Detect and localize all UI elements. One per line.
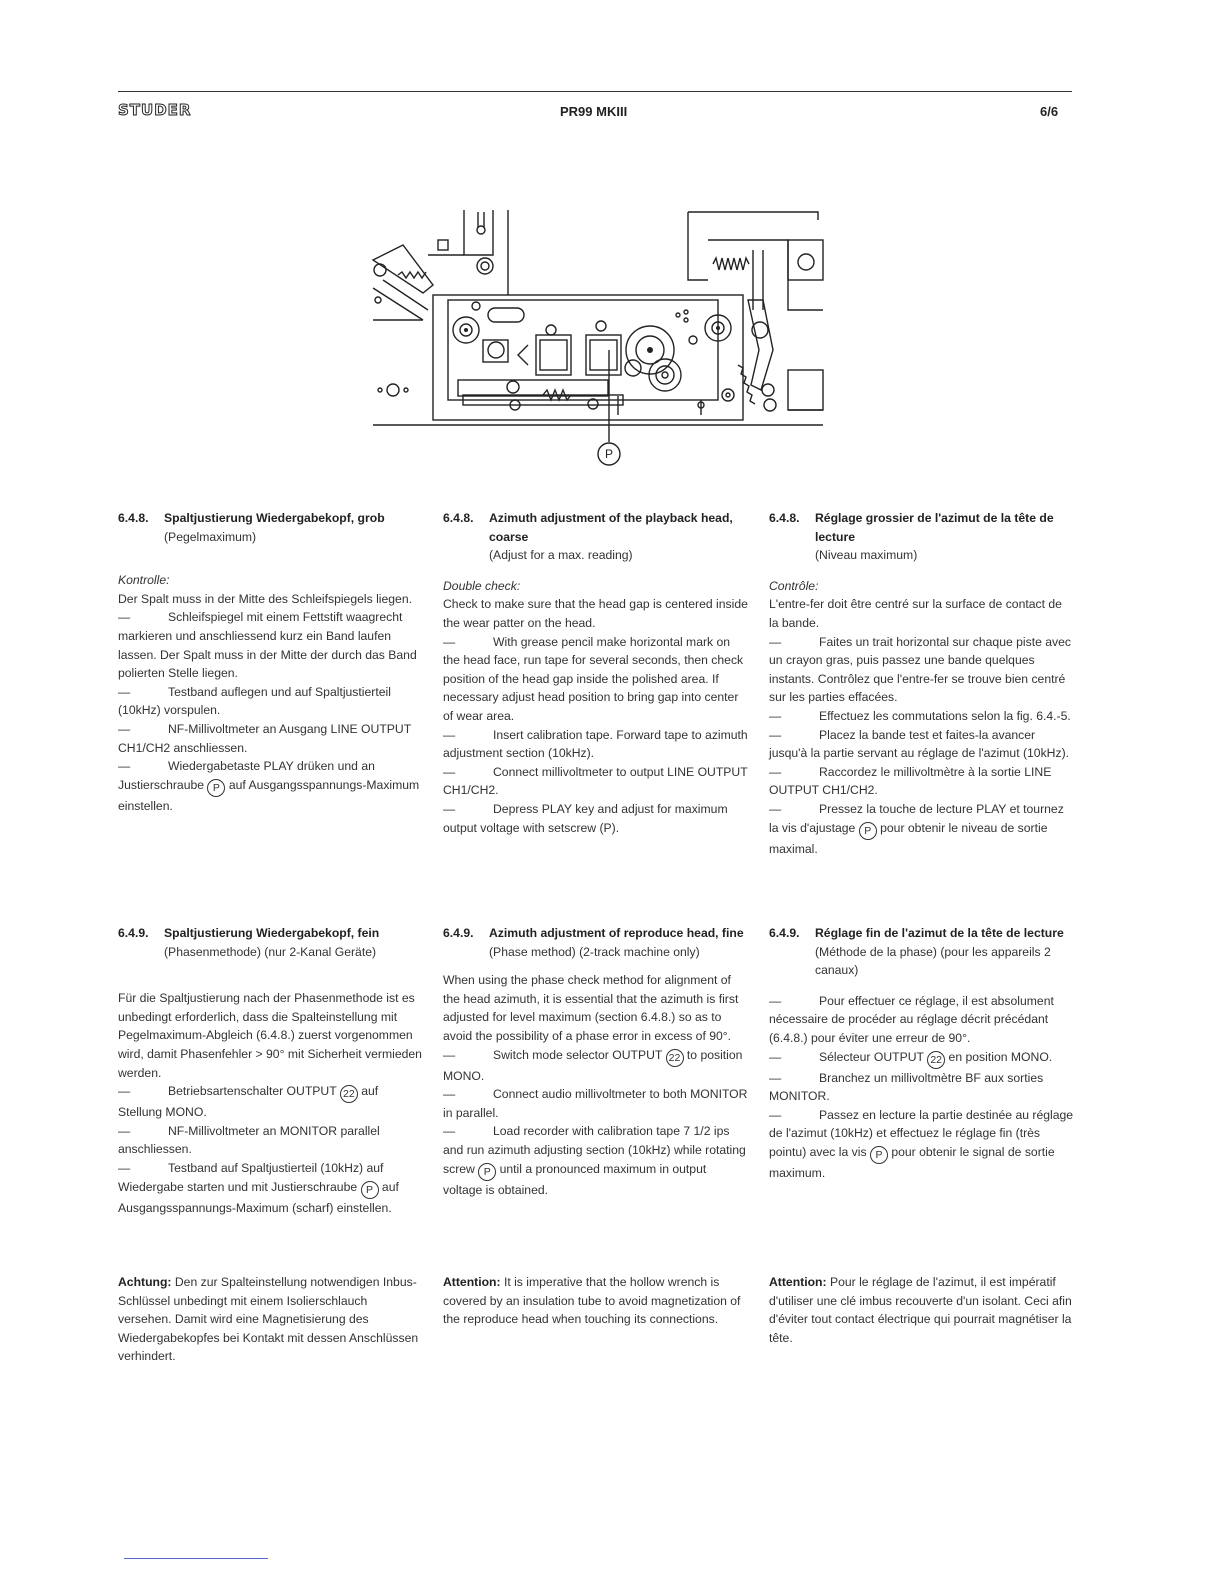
section-subtitle: (Niveau maximum) (815, 548, 918, 563)
section-number: 6.4.8. (118, 511, 149, 525)
screw-p-symbol: P (478, 1163, 496, 1181)
list-item: — Passez en lecture la partie destinée au réglage de l'azimut (10kHz) et effectuez le réglage fin (très pointu) avec la vis P pour obtenir le signal de sortie maximum. (769, 1107, 1074, 1180)
callout-label: P (604, 447, 614, 461)
section-number: 6.4.8. (769, 511, 800, 525)
section-subtitle: (Phase method) (2-track machine only) (489, 944, 700, 959)
list-item: — Raccordez le millivoltmètre à la sortie LINE OUTPUT CH1/CH2. (769, 764, 1052, 798)
check-text: Check to make sure that the head gap is centered inside the wear patter on the head. (443, 597, 748, 630)
list-item: — Pour effectuer ce réglage, il est absolument nécessaire de procéder au réglage décrit précédant (6.4.8.) pour éviter une erreur de 90°. (769, 993, 1054, 1045)
section-number: 6.4.8. (443, 511, 474, 525)
german-column-2 (118, 924, 423, 1217)
section-title: Azimuth adjustment of the playback head, coarse (489, 511, 733, 544)
selector-22-symbol: 22 (340, 1085, 358, 1103)
intro-text: Für die Spaltjustierung nach der Phasenmethode ist es unbedingt erforderlich, dass die Spalteinstellung mit Pegelmaximum-Abgleich (6.4.8.) zuerst vorgenommen wird, damit Phasenfehler > 90° mit Sicherheit vermieden werden. (118, 991, 422, 1080)
english-column-2 (443, 924, 748, 1199)
list-item: — Effectuez les commutations selon la fig. 6.4.-5. (769, 708, 1071, 723)
list-item: — Sélecteur OUTPUT 22 en position MONO. (769, 1048, 1074, 1069)
list-item: — Insert calibration tape. Forward tape to azimuth adjustment section (10kHz). (443, 727, 748, 761)
intro-text: When using the phase check method for alignment of the head azimuth, it is essential that the azimuth is first adjusted for level maximum (section 6.4.8.) so as to avoid the possibility of a phase error in excess of 90°. (443, 973, 739, 1043)
section-subtitle: (Phasenmethode) (nur 2-Kanal Geräte) (164, 944, 377, 959)
section-title: Azimuth adjustment of reproduce head, fine (489, 926, 744, 940)
selector-22-symbol: 22 (666, 1049, 684, 1067)
attention-label: Attention: (769, 1275, 827, 1289)
list-item: — NF-Millivoltmeter an Ausgang LINE OUTPUT CH1/CH2 anschliessen. (118, 721, 411, 755)
list-item: — Testband auflegen und auf Spaltjustierteil (10kHz) vorspulen. (118, 684, 391, 718)
section-title: Spaltjustierung Wiedergabekopf, grob (164, 511, 385, 525)
list-item: — Placez la bande test et faites-la avancer jusqu'à la partie servant au réglage de l'azimut (10kHz). (769, 727, 1070, 761)
section-subtitle: (Méthode de la phase) (pour les appareils 2 canaux) (815, 944, 1051, 978)
french-column-2 (769, 924, 1074, 1183)
list-item: — Testband auf Spaltjustierteil (10kHz) auf Wiedergabe starten und mit Justierschraube P auf Ausgangsspannungs-Maximum (scharf) einstellen. (118, 1160, 399, 1215)
check-heading: Contrôle: (769, 578, 819, 593)
section-6-4-8-en (443, 509, 748, 565)
list-item: — Connect audio millivoltmeter to both MONITOR in parallel. (443, 1087, 748, 1120)
model-title: PR99 MKIII (560, 104, 628, 119)
check-text: L'entre-fer doit être centré sur la surface de contact de la bande. (769, 597, 1062, 630)
section-6-4-8-de (118, 509, 423, 546)
attention-text: Pour le réglage de l'azimut, il est impératif d'utiliser une clé imbus recouverte d'un isolant. Ceci afin d'éviter tout contact électrique qui pourrait magnétiser la tête. (769, 1275, 1072, 1345)
section-6-4-9-de (118, 924, 423, 961)
english-column (443, 509, 748, 837)
header-rule (118, 91, 1072, 92)
screw-p-symbol: P (870, 1146, 888, 1164)
list-item: — Betriebsartenschalter OUTPUT 22 auf Stellung MONO. (118, 1084, 379, 1120)
list-item: — Switch mode selector OUTPUT 22 to position MONO. (443, 1047, 743, 1083)
list-item: — Schleifspiegel mit einem Fettstift waagrecht markieren und anschliessend kurz ein Band laufen lassen. Der Spalt muss in der Mitte der durch das Band polierten Stelle liegen. (118, 610, 417, 681)
section-title: Réglage fin de l'azimut de la tête de lecture (815, 926, 1064, 940)
page-number: 6/6 (1040, 104, 1059, 119)
brand-logo: STUDER (118, 101, 192, 119)
head-block-diagram (368, 200, 828, 475)
check-heading: Kontrolle: (118, 573, 170, 588)
section-number: 6.4.9. (443, 926, 474, 940)
check-heading: Double check: (443, 578, 521, 593)
french-column (769, 509, 1074, 858)
screw-p-symbol: P (361, 1181, 379, 1199)
footer-rule (124, 1558, 268, 1559)
list-item: — With grease pencil make horizontal mark on the head face, run tape for several seconds, then check position of the head gap inside the polished area. If necessary adjust head position to bring gap into center of wear area. (443, 634, 744, 723)
german-column (118, 509, 423, 815)
list-item: — Faites un trait horizontal sur chaque piste avec un crayon gras, puis passez une bande quelques instants. Contrôlez que l'entre-fer se trouve bien centré sur les parties effacées. (769, 634, 1072, 705)
attention-text: Den zur Spalteinstellung notwendigen Inbus-Schlüssel unbedingt mit einem Isolierschlauch versehen. Damit wird eine Magnetisierung des Wiedergabekopfes bei Kontakt mit dessen Anschlüssen verhindert. (118, 1275, 419, 1364)
english-attention (443, 1273, 748, 1329)
list-item: — Depress PLAY key and adjust for maximum output voltage with setscrew (P). (443, 801, 728, 835)
section-6-4-8-fr (769, 509, 1074, 565)
attention-text: It is imperative that the hollow wrench is covered by an insulation tube to avoid magnetization of the reproduce head when touching its connections. (443, 1275, 741, 1327)
section-subtitle: (Adjust for a max. reading) (489, 548, 633, 563)
list-item: — Branchez un millivoltmètre BF aux sorties MONITOR. (769, 1070, 1044, 1104)
section-title: Réglage grossier de l'azimut de la tête de lecture (815, 511, 1054, 544)
list-item: — Wiedergabetaste PLAY drüken und an Justierschraube P auf Ausgangsspannungs-Maximum einstellen. (118, 759, 420, 813)
section-number: 6.4.9. (769, 926, 800, 940)
attention-label: Attention: (443, 1275, 501, 1289)
attention-label: Achtung: (118, 1275, 172, 1289)
check-text: Der Spalt muss in der Mitte des Schleifspiegels liegen. (118, 591, 412, 606)
section-subtitle: (Pegelmaximum) (164, 529, 257, 544)
selector-22-symbol: 22 (927, 1051, 945, 1069)
screw-p-symbol: P (207, 779, 225, 797)
french-attention (769, 1273, 1074, 1347)
list-item: — Load recorder with calibration tape 7 1/2 ips and run azimuth adjusting section (10kHz) while rotating screw P until a pronounced maximum in output voltage is obtained. (443, 1124, 746, 1197)
section-title: Spaltjustierung Wiedergabekopf, fein (164, 926, 380, 940)
list-item: — Connect millivoltmeter to output LINE OUTPUT CH1/CH2. (443, 764, 748, 798)
section-6-4-9-en (443, 924, 748, 961)
german-attention (118, 1273, 423, 1366)
screw-p-symbol: P (859, 822, 877, 840)
section-number: 6.4.9. (118, 926, 149, 940)
list-item: — NF-Millivoltmeter an MONITOR parallel anschliessen. (118, 1123, 380, 1157)
section-6-4-9-fr (769, 924, 1074, 980)
list-item: — Pressez la touche de lecture PLAY et tournez la vis d'ajustage P pour obtenir le niveau de sortie maximal. (769, 801, 1064, 856)
